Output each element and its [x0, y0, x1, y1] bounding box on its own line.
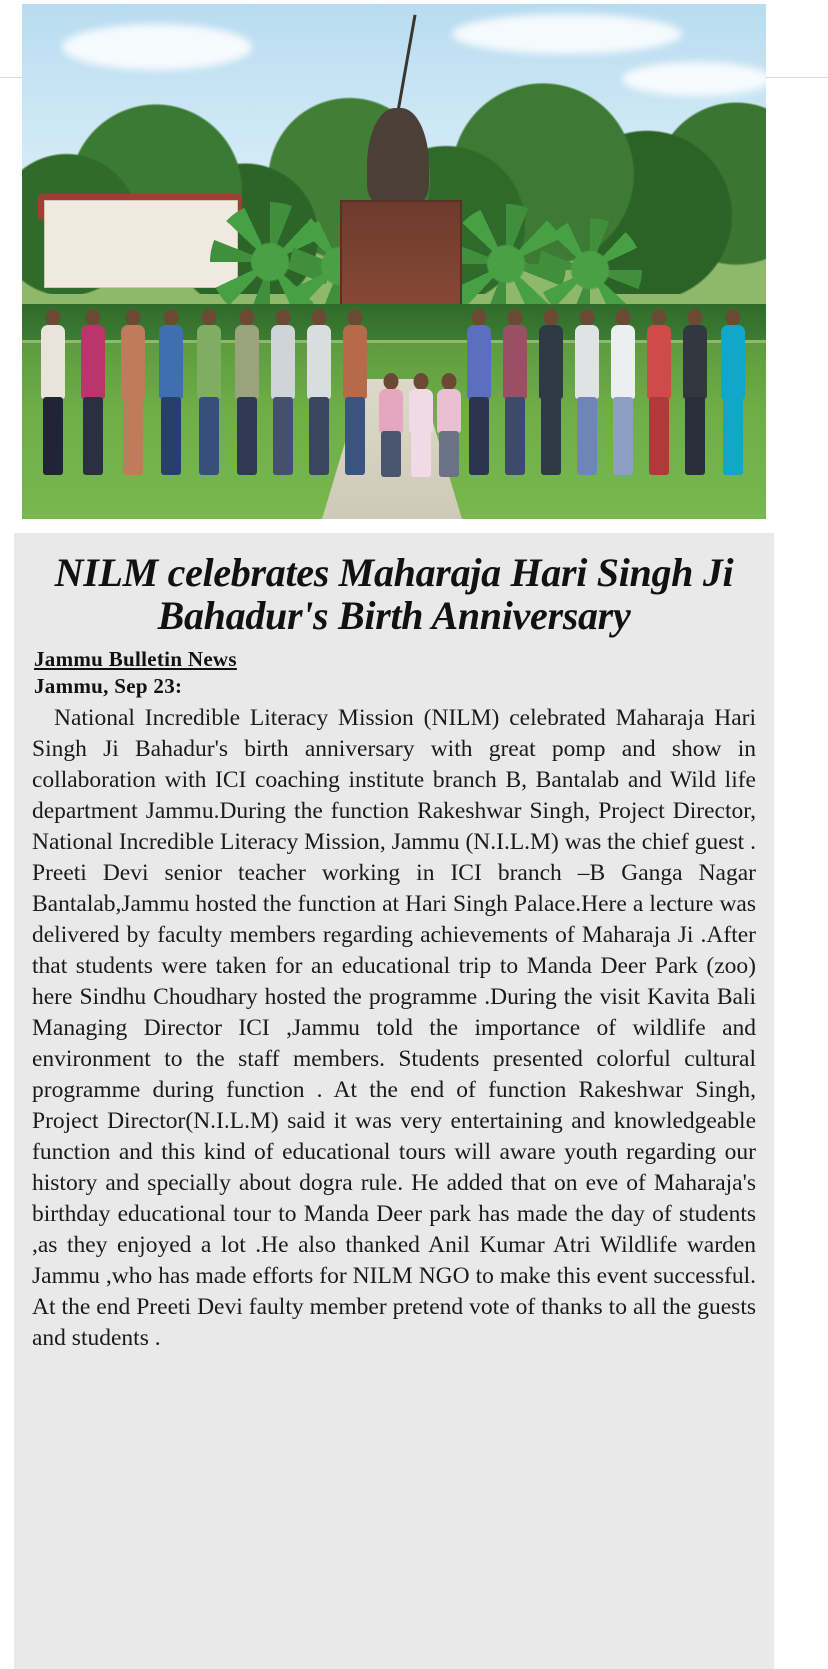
photo-person — [158, 309, 184, 477]
article-byline: Jammu Bulletin News — [34, 647, 237, 672]
photo-person — [80, 309, 106, 477]
article-headline: NILM celebrates Maharaja Hari Singh Ji Bahadur's Birth Anniversary — [54, 550, 734, 639]
photo-person — [40, 309, 66, 477]
photo-child — [378, 373, 404, 477]
photo-person — [196, 309, 222, 477]
photo-person — [720, 309, 746, 477]
photo-group-of-people — [22, 267, 766, 477]
photo-person — [120, 309, 146, 477]
photo-person — [466, 309, 492, 477]
photo-child — [436, 373, 462, 477]
photo-person — [538, 309, 564, 477]
article-body-text: National Incredible Literacy Mission (NILM) celebrated Maharaja Hari Singh Ji Bahadur's birth anniversary with great pomp and show in collaboration with ICI coaching institute branch B, Bantalab and Wild life department Jammu.During the function Rakeshwar Singh, Project Director, National Incredible Literacy Mission, Jammu (N.I.L.M) was the chief guest . Preeti Devi senior teacher working in ICI branch –B Ganga Nagar Bantalab,Jammu hosted the function at Hari Singh Palace.Here a lecture was delivered by faculty members regarding achievements of Maharaja Ji .After that students were taken for an educational trip to Manda Deer Park (zoo) here Sindhu Choudhary hosted the programme .During the visit Kavita Bali Managing Director ICI ,Jammu told the importance of wildlife and environment to the staff members. Students presented colorful cultural programme during function . At the end of function Rakeshwar Singh, Project Director(N.I.L.M) said it was very entertaining and knowledgeable function and this kind of educational tours will aware youth regarding our history and specially about dogra rule. He added that on eve of Maharaja's birthday educational tour to Manda Deer park has made the day of students ,as they enjoyed a lot .He also thanked Anil Kumar Atri Wildlife warden Jammu ,who has made efforts for NILM NGO to make this event successful. At the end Preeti Devi faulty member pretend vote of thanks to all the guests and students . — [32, 705, 756, 1352]
photo-child — [408, 373, 434, 477]
article-body-panel — [14, 533, 774, 1669]
photo-cloud — [452, 14, 682, 54]
photo-person — [574, 309, 600, 477]
photo-person — [610, 309, 636, 477]
photo-person — [342, 309, 368, 477]
photo-person — [646, 309, 672, 477]
photo-person — [502, 309, 528, 477]
article-dateline: Jammu, Sep 23: — [34, 674, 183, 699]
photo-person — [270, 309, 296, 477]
article-photo — [22, 4, 766, 519]
photo-person — [234, 309, 260, 477]
photo-person — [682, 309, 708, 477]
photo-equestrian-statue — [367, 108, 429, 204]
photo-person — [306, 309, 332, 477]
